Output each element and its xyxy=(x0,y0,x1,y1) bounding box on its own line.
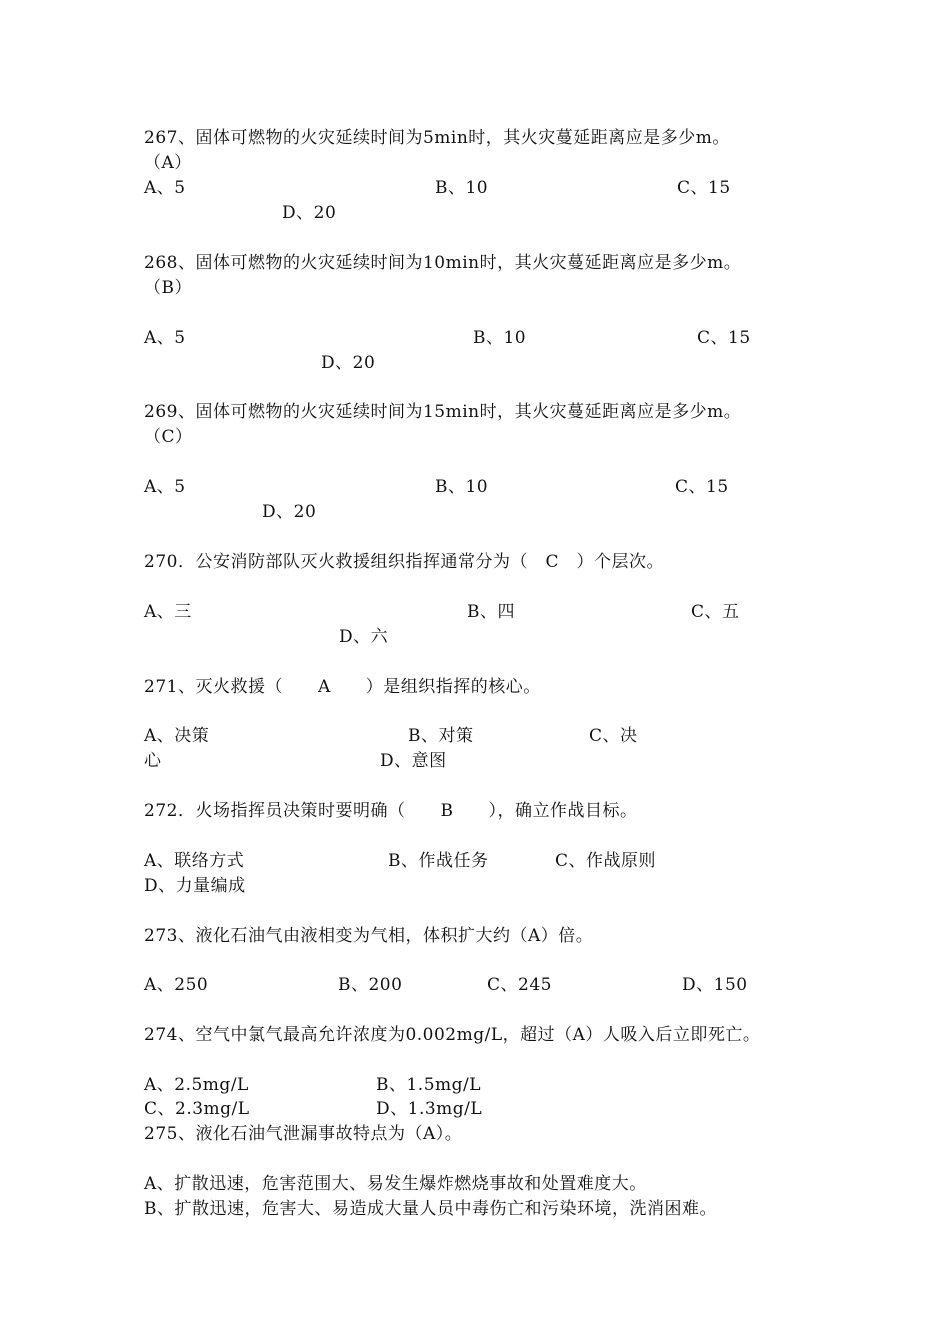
question-267-option-b: B、10 xyxy=(435,178,489,198)
question-273-option-c: C、245 xyxy=(487,975,552,995)
question-270-option-a: A、三 xyxy=(144,602,192,622)
question-271-option-a: A、决策 xyxy=(144,726,210,746)
question-274-option-a: A、2.5mg/L xyxy=(144,1075,249,1095)
question-271-option-d: D、意图 xyxy=(380,751,447,771)
question-274-option-d: D、1.3mg/L xyxy=(376,1099,483,1119)
question-267-option-c: C、15 xyxy=(677,178,731,198)
question-267-answer: （A） xyxy=(144,153,192,173)
question-271-option-c-wrap: 心 xyxy=(144,751,162,771)
question-275-stem: 275、液化石油气泄漏事故特点为（A）。 xyxy=(144,1124,463,1144)
question-269-option-a: A、5 xyxy=(144,477,186,497)
question-267-option-a: A、5 xyxy=(144,178,186,198)
question-273-option-d: D、150 xyxy=(682,975,748,995)
question-270-option-d: D、六 xyxy=(339,627,389,647)
question-269-option-d: D、20 xyxy=(262,502,317,522)
question-272-stem: 272．火场指挥员决策时要明确（ B ），确立作战目标。 xyxy=(144,801,638,821)
question-273-option-b: B、200 xyxy=(338,975,403,995)
question-270-option-b: B、四 xyxy=(467,602,515,622)
question-268-option-b: B、10 xyxy=(473,328,527,348)
question-272-option-a: A、联络方式 xyxy=(144,851,245,871)
question-272-option-d: D、力量编成 xyxy=(144,876,246,896)
question-268-option-a: A、5 xyxy=(144,328,186,348)
question-275-option-b: B、扩散迅速，危害大、易造成大量人员中毒伤亡和污染环境，洗消困难。 xyxy=(144,1199,717,1219)
question-270-option-c: C、五 xyxy=(691,602,740,622)
question-271-option-b: B、对策 xyxy=(408,726,474,746)
question-274-option-b: B、1.5mg/L xyxy=(376,1075,482,1095)
question-274-option-c: C、2.3mg/L xyxy=(144,1099,250,1119)
question-269-option-b: B、10 xyxy=(435,477,489,497)
question-270-stem: 270．公安消防部队灭火救援组织指挥通常分为（ C ）个层次。 xyxy=(144,552,664,572)
question-267-option-d: D、20 xyxy=(282,203,337,223)
question-269-answer: （C） xyxy=(144,427,193,447)
question-271-stem: 271、灭火救援（ A ）是组织指挥的核心。 xyxy=(144,677,541,697)
question-269-option-c: C、15 xyxy=(675,477,729,497)
question-273-stem: 273、液化石油气由液相变为气相，体积扩大约（A）倍。 xyxy=(144,926,594,946)
question-268-answer: （B） xyxy=(144,278,192,298)
question-268-stem: 268、固体可燃物的火灾延续时间为10min时，其火灾蔓延距离应是多少m。 xyxy=(144,253,742,273)
question-272-option-c: C、作战原则 xyxy=(555,851,657,871)
question-274-stem: 274、空气中氯气最高允许浓度为0.002mg/L，超过（A）人吸入后立即死亡。 xyxy=(144,1025,761,1045)
question-268-option-c: C、15 xyxy=(697,328,751,348)
question-268-option-d: D、20 xyxy=(321,353,376,373)
question-271-option-c: C、决 xyxy=(589,726,638,746)
question-269-stem: 269、固体可燃物的火灾延续时间为15min时，其火灾蔓延距离应是多少m。 xyxy=(144,402,742,422)
question-272-option-b: B、作战任务 xyxy=(388,851,489,871)
question-267-stem: 267、固体可燃物的火灾延续时间为5min时，其火灾蔓延距离应是多少m。 xyxy=(144,128,730,148)
question-275-option-a: A、扩散迅速，危害范围大、易发生爆炸燃烧事故和处置难度大。 xyxy=(144,1174,647,1194)
question-273-option-a: A、250 xyxy=(144,975,209,995)
